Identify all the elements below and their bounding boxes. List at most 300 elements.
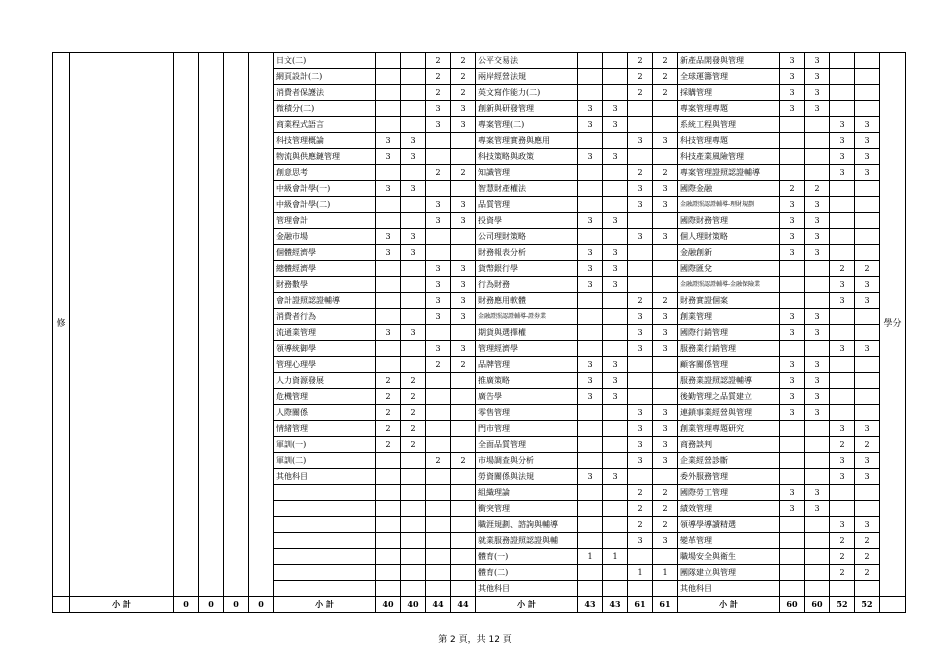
- credit-cell: [830, 485, 855, 501]
- credit-cell: [855, 325, 880, 341]
- credit-cell: 2: [628, 501, 653, 517]
- course-name: 企業經營診斷: [678, 453, 780, 469]
- credit-cell: [603, 85, 628, 101]
- credit-cell: [830, 581, 855, 597]
- credit-cell: [830, 181, 855, 197]
- credit-cell: 3: [401, 133, 426, 149]
- credit-cell: 3: [628, 437, 653, 453]
- credit-cell: [628, 373, 653, 389]
- subtotal-value: 0: [224, 597, 249, 613]
- credit-cell: [603, 437, 628, 453]
- credit-cell: [578, 309, 603, 325]
- credit-cell: [376, 117, 401, 133]
- credit-cell: [578, 53, 603, 69]
- credit-cell: [830, 197, 855, 213]
- credit-cell: 2: [855, 549, 880, 565]
- credit-cell: [401, 453, 426, 469]
- credit-cell: [376, 341, 401, 357]
- credit-cell: [628, 357, 653, 373]
- credit-cell: [426, 421, 451, 437]
- course-name: 期貨與選擇權: [476, 325, 578, 341]
- credit-cell: [805, 533, 830, 549]
- credit-cell: [805, 549, 830, 565]
- credit-cell: [805, 517, 830, 533]
- course-name: 軍訓(一): [274, 437, 376, 453]
- credit-cell: [830, 389, 855, 405]
- credit-cell: 3: [780, 405, 805, 421]
- course-name: [274, 485, 376, 501]
- course-name: 危機管理: [274, 389, 376, 405]
- credit-cell: [855, 229, 880, 245]
- credit-cell: [401, 197, 426, 213]
- credit-cell: 3: [451, 309, 476, 325]
- credit-cell: [401, 213, 426, 229]
- credit-cell: [451, 149, 476, 165]
- subtotal-label: 小 計: [476, 597, 578, 613]
- credit-cell: [426, 517, 451, 533]
- credit-cell: 3: [376, 149, 401, 165]
- credit-cell: [855, 85, 880, 101]
- credit-cell: [855, 101, 880, 117]
- credit-cell: [805, 117, 830, 133]
- credit-cell: [376, 453, 401, 469]
- credit-cell: [805, 261, 830, 277]
- course-name: 品牌管理: [476, 357, 578, 373]
- credit-cell: [426, 549, 451, 565]
- credit-cell: [401, 469, 426, 485]
- credit-cell: [855, 405, 880, 421]
- credit-cell: 3: [578, 245, 603, 261]
- credit-cell: 3: [805, 85, 830, 101]
- credit-cell: [376, 197, 401, 213]
- credit-cell: 3: [855, 117, 880, 133]
- subtotal-value: 40: [376, 597, 401, 613]
- credit-cell: [855, 309, 880, 325]
- credit-cell: [805, 469, 830, 485]
- credit-cell: 2: [628, 517, 653, 533]
- credit-cell: 2: [805, 181, 830, 197]
- course-name: 金融市場: [274, 229, 376, 245]
- course-name: [274, 517, 376, 533]
- credit-cell: [376, 517, 401, 533]
- subtotal-value: 43: [603, 597, 628, 613]
- credit-cell: [401, 261, 426, 277]
- course-name: 商業程式語言: [274, 117, 376, 133]
- credit-cell: 3: [451, 197, 476, 213]
- credit-cell: [451, 405, 476, 421]
- credit-cell: 2: [451, 165, 476, 181]
- credit-cell: [805, 565, 830, 581]
- course-name: 總體經濟學: [274, 261, 376, 277]
- credit-cell: 2: [376, 405, 401, 421]
- course-name: 職涯規劃、諮詢與輔導: [476, 517, 578, 533]
- credit-cell: [401, 533, 426, 549]
- course-name: 消費者行為: [274, 309, 376, 325]
- course-name: 新產品開發與管理: [678, 53, 780, 69]
- credit-cell: 3: [855, 341, 880, 357]
- course-name: 貨幣銀行學: [476, 261, 578, 277]
- course-name: 推廣策略: [476, 373, 578, 389]
- credit-cell: [628, 581, 653, 597]
- credit-cell: [376, 501, 401, 517]
- course-name: 物流與供應鏈管理: [274, 149, 376, 165]
- credit-cell: [603, 165, 628, 181]
- course-name: 後勤管理之品質建立: [678, 389, 780, 405]
- course-name: 零售管理: [476, 405, 578, 421]
- course-name: 軍訓(二): [274, 453, 376, 469]
- credit-cell: 2: [628, 53, 653, 69]
- credit-cell: [603, 309, 628, 325]
- credit-cell: [451, 565, 476, 581]
- credit-cell: [578, 517, 603, 533]
- credit-cell: [628, 245, 653, 261]
- credit-cell: 3: [805, 309, 830, 325]
- credit-cell: [376, 101, 401, 117]
- credit-cell: 3: [603, 213, 628, 229]
- credit-cell: [401, 485, 426, 501]
- credit-cell: 3: [401, 325, 426, 341]
- course-name: 全球運籌管理: [678, 69, 780, 85]
- credit-cell: 3: [805, 197, 830, 213]
- course-name: [274, 533, 376, 549]
- credit-cell: [855, 485, 880, 501]
- credit-cell: 3: [780, 229, 805, 245]
- credit-cell: [451, 517, 476, 533]
- course-name: 品質管理: [476, 197, 578, 213]
- course-name: [274, 501, 376, 517]
- course-name: 勞資關係與法規: [476, 469, 578, 485]
- credit-cell: 3: [780, 245, 805, 261]
- credit-cell: 3: [451, 293, 476, 309]
- credit-cell: 2: [855, 533, 880, 549]
- credit-cell: [780, 421, 805, 437]
- course-name: 科技管理概論: [274, 133, 376, 149]
- course-table-body: [53, 53, 906, 613]
- credit-cell: [376, 357, 401, 373]
- course-name: 其他科目: [274, 469, 376, 485]
- credit-cell: 3: [578, 277, 603, 293]
- course-name: 會計證照認證輔導: [274, 293, 376, 309]
- credit-cell: 2: [426, 453, 451, 469]
- credit-cell: [401, 549, 426, 565]
- credit-cell: 3: [653, 437, 678, 453]
- subtotal-value: 43: [578, 597, 603, 613]
- credit-cell: [426, 565, 451, 581]
- credit-cell: 3: [805, 389, 830, 405]
- credit-cell: [855, 501, 880, 517]
- credit-cell: [451, 421, 476, 437]
- credit-cell: 3: [628, 181, 653, 197]
- credit-cell: 3: [855, 453, 880, 469]
- credit-cell: [805, 149, 830, 165]
- course-name: 國際匯兌: [678, 261, 780, 277]
- course-name: 創新與研發管理: [476, 101, 578, 117]
- credit-cell: 2: [653, 517, 678, 533]
- credit-cell: 2: [830, 437, 855, 453]
- credit-cell: [578, 69, 603, 85]
- credit-cell: [426, 229, 451, 245]
- credit-cell: [426, 325, 451, 341]
- credit-cell: [603, 293, 628, 309]
- credit-cell: 3: [376, 229, 401, 245]
- course-table: [52, 52, 906, 613]
- credit-cell: 3: [830, 133, 855, 149]
- credit-cell: 3: [426, 197, 451, 213]
- credit-cell: [780, 581, 805, 597]
- credit-cell: [855, 357, 880, 373]
- credit-cell: 3: [805, 229, 830, 245]
- credit-cell: [376, 565, 401, 581]
- credit-cell: 2: [628, 485, 653, 501]
- credit-cell: [578, 133, 603, 149]
- credit-cell: [451, 229, 476, 245]
- subtotal-value: 61: [628, 597, 653, 613]
- credit-cell: 3: [780, 69, 805, 85]
- credit-cell: 3: [830, 453, 855, 469]
- credit-cell: 3: [805, 245, 830, 261]
- credit-cell: [603, 69, 628, 85]
- credit-cell: [653, 469, 678, 485]
- credit-cell: [653, 357, 678, 373]
- credit-cell: 3: [830, 277, 855, 293]
- credit-cell: [376, 85, 401, 101]
- credit-cell: 3: [603, 373, 628, 389]
- credit-cell: [401, 101, 426, 117]
- credit-cell: [451, 581, 476, 597]
- credit-cell: 1: [578, 549, 603, 565]
- subtotal-value: 60: [780, 597, 805, 613]
- course-name: 微積分(二): [274, 101, 376, 117]
- credit-cell: [401, 309, 426, 325]
- credit-cell: 3: [830, 293, 855, 309]
- credit-cell: [653, 373, 678, 389]
- credit-cell: [830, 245, 855, 261]
- credit-cell: 3: [376, 245, 401, 261]
- credit-cell: 3: [628, 341, 653, 357]
- credit-cell: 2: [653, 69, 678, 85]
- subtotal-value: 0: [174, 597, 199, 613]
- credit-cell: [451, 373, 476, 389]
- credit-cell: [603, 453, 628, 469]
- course-name: 商務談判: [678, 437, 780, 453]
- credit-cell: 3: [426, 101, 451, 117]
- credit-cell: [830, 325, 855, 341]
- credit-cell: [855, 373, 880, 389]
- credit-cell: [653, 101, 678, 117]
- credit-cell: 1: [653, 565, 678, 581]
- credit-cell: 3: [780, 309, 805, 325]
- credit-cell: 3: [653, 309, 678, 325]
- credit-cell: [376, 261, 401, 277]
- credit-cell: [578, 229, 603, 245]
- credit-cell: 2: [780, 181, 805, 197]
- credit-cell: [451, 485, 476, 501]
- credit-cell: 3: [401, 149, 426, 165]
- credit-cell: 3: [628, 405, 653, 421]
- credit-cell: 2: [451, 53, 476, 69]
- credit-cell: 3: [805, 373, 830, 389]
- credit-cell: 2: [653, 501, 678, 517]
- credit-cell: 3: [426, 309, 451, 325]
- credit-cell: 3: [805, 101, 830, 117]
- course-name: 人際關係: [274, 405, 376, 421]
- credit-cell: 3: [780, 389, 805, 405]
- credit-cell: 3: [578, 261, 603, 277]
- credit-cell: [830, 501, 855, 517]
- credit-cell: 3: [830, 165, 855, 181]
- blank-credit-cell: [174, 53, 199, 597]
- credit-cell: 2: [628, 165, 653, 181]
- credit-cell: [628, 101, 653, 117]
- credit-cell: [426, 245, 451, 261]
- credit-cell: [830, 229, 855, 245]
- credit-cell: [603, 197, 628, 213]
- credit-cell: [451, 133, 476, 149]
- credit-cell: 3: [780, 373, 805, 389]
- course-name: 專案管理證照認證輔導: [678, 165, 780, 181]
- credit-cell: [426, 581, 451, 597]
- credit-cell: [855, 181, 880, 197]
- course-name: 網頁設計(二): [274, 69, 376, 85]
- credit-cell: [578, 165, 603, 181]
- credit-cell: [653, 581, 678, 597]
- credit-cell: 2: [426, 85, 451, 101]
- credit-cell: [451, 245, 476, 261]
- course-name: 公平交易法: [476, 53, 578, 69]
- credit-cell: [855, 245, 880, 261]
- credit-cell: [603, 485, 628, 501]
- credit-cell: 3: [805, 485, 830, 501]
- credit-cell: [628, 469, 653, 485]
- course-name: 創業管理: [678, 309, 780, 325]
- credit-cell: 2: [376, 373, 401, 389]
- course-name: 中級會計學(一): [274, 181, 376, 197]
- credit-cell: [780, 165, 805, 181]
- credit-cell: 2: [830, 261, 855, 277]
- credit-cell: [603, 405, 628, 421]
- credit-cell: 3: [376, 325, 401, 341]
- credit-cell: 3: [653, 197, 678, 213]
- credit-cell: 1: [603, 549, 628, 565]
- credit-cell: 2: [653, 165, 678, 181]
- credit-cell: [780, 149, 805, 165]
- course-name: 連鎖事業經營與管理: [678, 405, 780, 421]
- credit-cell: [426, 389, 451, 405]
- credit-cell: 3: [653, 405, 678, 421]
- course-name: 科技策略與政策: [476, 149, 578, 165]
- credit-cell: 2: [628, 85, 653, 101]
- credit-cell: 2: [426, 69, 451, 85]
- credit-cell: 2: [451, 69, 476, 85]
- subtotal-value: 0: [249, 597, 274, 613]
- credit-cell: [830, 101, 855, 117]
- credit-cell: 2: [830, 533, 855, 549]
- credit-cell: 2: [653, 85, 678, 101]
- credit-cell: [451, 549, 476, 565]
- credit-cell: 3: [653, 325, 678, 341]
- subtotal-value: 44: [451, 597, 476, 613]
- credit-cell: [376, 165, 401, 181]
- credit-cell: 3: [628, 533, 653, 549]
- course-name: 國際勞工管理: [678, 485, 780, 501]
- credit-cell: [451, 181, 476, 197]
- credit-cell: [603, 181, 628, 197]
- credit-cell: 3: [653, 421, 678, 437]
- credit-cell: [578, 437, 603, 453]
- credit-cell: 2: [401, 405, 426, 421]
- subtotal-value: 52: [830, 597, 855, 613]
- course-name: 日文(二): [274, 53, 376, 69]
- credit-cell: [855, 53, 880, 69]
- course-name: 廣告學: [476, 389, 578, 405]
- course-name: 財務數學: [274, 277, 376, 293]
- credit-cell: [578, 405, 603, 421]
- course-name: 衝突管理: [476, 501, 578, 517]
- credit-cell: 3: [855, 421, 880, 437]
- course-name: 個人理財策略: [678, 229, 780, 245]
- credit-cell: 3: [426, 117, 451, 133]
- course-name: 財務報表分析: [476, 245, 578, 261]
- credit-cell: [578, 197, 603, 213]
- credit-cell: 3: [401, 229, 426, 245]
- credit-cell: [426, 133, 451, 149]
- credit-cell: [578, 565, 603, 581]
- credit-cell: [578, 325, 603, 341]
- credit-cell: 3: [805, 357, 830, 373]
- blank-category-cell: [70, 53, 174, 597]
- credit-cell: [401, 69, 426, 85]
- credit-cell: [780, 565, 805, 581]
- course-name: 顧客關係管理: [678, 357, 780, 373]
- credit-cell: [830, 53, 855, 69]
- credit-cell: [805, 165, 830, 181]
- credit-cell: [855, 197, 880, 213]
- credit-cell: [426, 149, 451, 165]
- credit-cell: 3: [628, 229, 653, 245]
- credit-cell: 3: [628, 133, 653, 149]
- credit-cell: 3: [578, 213, 603, 229]
- credit-cell: [830, 69, 855, 85]
- course-name: 領導學導讀精選: [678, 517, 780, 533]
- course-name: 體育(二): [476, 565, 578, 581]
- credit-cell: [603, 53, 628, 69]
- credit-cell: 3: [451, 213, 476, 229]
- credit-cell: [376, 69, 401, 85]
- credit-cell: [451, 501, 476, 517]
- credit-cell: 3: [653, 453, 678, 469]
- credit-cell: [401, 581, 426, 597]
- credit-cell: [653, 549, 678, 565]
- course-name: 英文寫作能力(二): [476, 85, 578, 101]
- course-name: 團隊建立與管理: [678, 565, 780, 581]
- course-name: 專案管理(二): [476, 117, 578, 133]
- credit-cell: [855, 581, 880, 597]
- credit-cell: [451, 437, 476, 453]
- credit-cell: [401, 565, 426, 581]
- course-name: 科技產業風險管理: [678, 149, 780, 165]
- credit-cell: [628, 277, 653, 293]
- course-name: 其他科目: [476, 581, 578, 597]
- credit-cell: [426, 485, 451, 501]
- blank-credit-cell: [249, 53, 274, 597]
- credit-cell: 2: [401, 437, 426, 453]
- credit-cell: 3: [653, 133, 678, 149]
- course-name: 國際金融: [678, 181, 780, 197]
- credit-cell: [401, 277, 426, 293]
- credit-cell: 3: [603, 261, 628, 277]
- course-name: 管理心理學: [274, 357, 376, 373]
- course-name: [274, 549, 376, 565]
